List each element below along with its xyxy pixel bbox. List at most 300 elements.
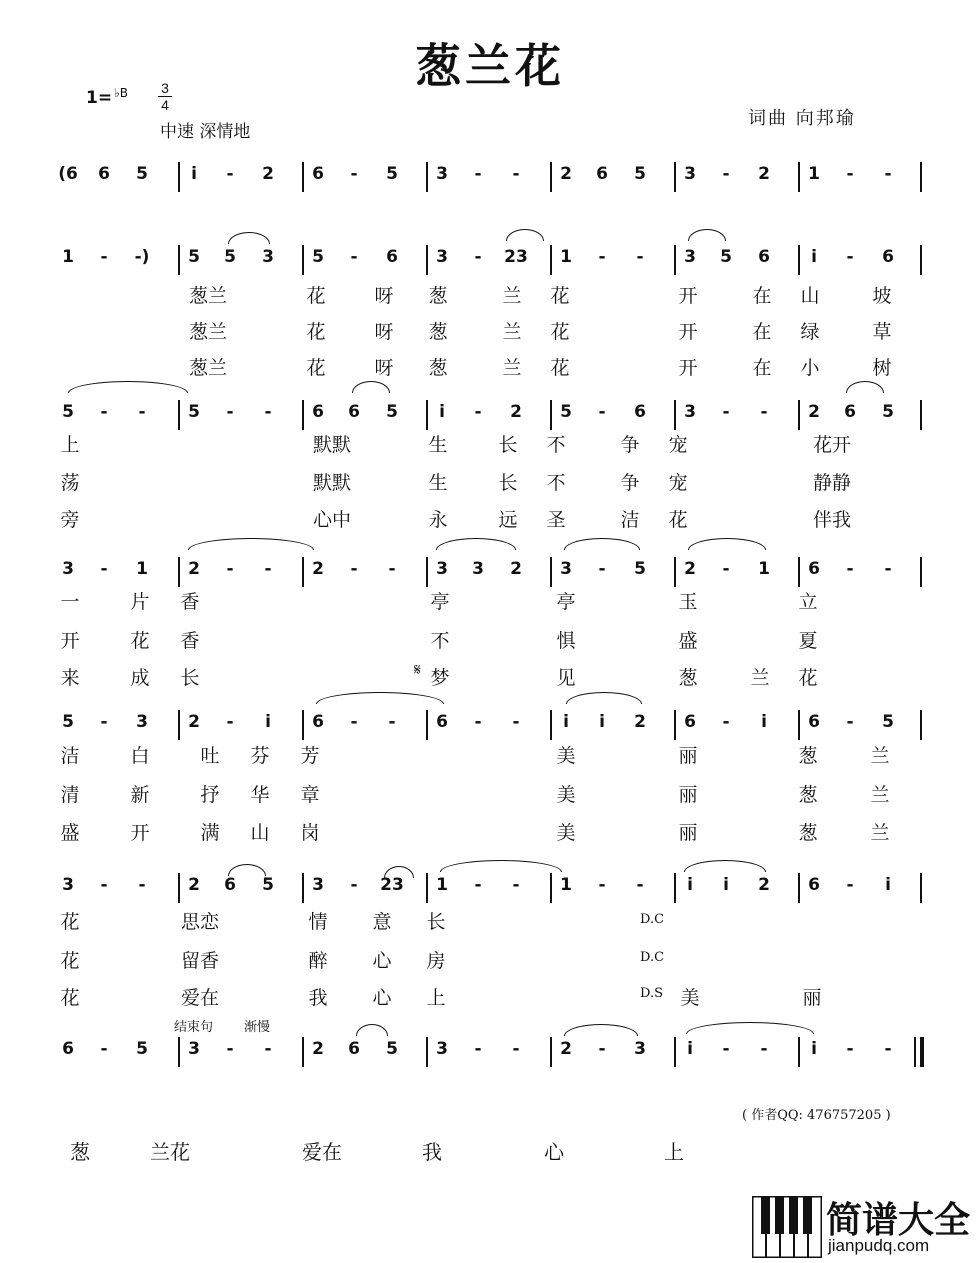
note: 5 — [136, 164, 148, 184]
lyric-syllable: 绿 — [800, 321, 820, 343]
note: 5 — [62, 712, 74, 732]
note: 6 — [684, 712, 696, 732]
lyric-syllable: 草 — [872, 321, 892, 343]
bar-line — [302, 400, 304, 430]
lyric-syllable: 呀 — [374, 285, 394, 307]
lyric-syllable: 花 — [798, 667, 818, 689]
lyric-syllable: 爱在 — [180, 987, 220, 1009]
lyric-syllable: 生 — [428, 472, 448, 494]
note: i — [563, 712, 569, 732]
bar-line — [798, 1037, 800, 1067]
lyric-syllable: 兰 — [870, 822, 890, 844]
bar-line — [920, 400, 922, 430]
bar-line — [302, 710, 304, 740]
lyric-syllable: 长 — [180, 667, 200, 689]
note: 3 — [472, 559, 484, 579]
note: 2 — [510, 559, 522, 579]
lyric-syllable: 立 — [798, 591, 818, 613]
note: 3 — [62, 875, 74, 895]
slur — [506, 229, 544, 241]
bar-line — [178, 710, 180, 740]
bar-line — [426, 873, 428, 903]
note: 3 — [136, 712, 148, 732]
note: 3 — [684, 402, 696, 422]
bar-line — [674, 400, 676, 430]
note: 6 — [808, 875, 820, 895]
lyric-syllable: 花 — [306, 357, 326, 379]
note: - — [100, 402, 108, 422]
lyric-syllable: 兰 — [502, 321, 522, 343]
bar-line — [426, 162, 428, 192]
bar-line — [178, 1037, 180, 1067]
note: 3 — [312, 875, 324, 895]
final-bar-line — [914, 1037, 916, 1067]
note: - — [388, 559, 396, 579]
lyric-syllable: 呀 — [374, 357, 394, 379]
lyric-syllable: 花 — [668, 509, 688, 531]
slur — [228, 232, 270, 244]
ending-text: 结束句 — [174, 1020, 214, 1035]
lyric-syllable: 在 — [752, 321, 772, 343]
slur — [68, 381, 188, 393]
lyric-syllable: 在 — [752, 357, 772, 379]
lyric-syllable: 默默 — [312, 434, 352, 456]
note: - — [474, 164, 482, 184]
note: - — [350, 712, 358, 732]
tempo-marking: 中速 深情地 — [160, 122, 251, 142]
bar-line — [920, 557, 922, 587]
lyric-syllable: 生 — [428, 434, 448, 456]
note: i — [811, 247, 817, 267]
lyric-syllable: 开 — [678, 285, 698, 307]
lyric-syllable: 岗 — [300, 822, 320, 844]
bar-line — [920, 1037, 924, 1067]
time-signature — [158, 80, 172, 113]
slur — [384, 866, 414, 878]
lyric-syllable: 上 — [60, 434, 80, 456]
bar-line — [550, 162, 552, 192]
note: - — [226, 1039, 234, 1059]
lyric-syllable: 在 — [752, 285, 772, 307]
lyric-syllable: 片 — [130, 591, 150, 613]
note: 6 — [312, 164, 324, 184]
note: 5 — [386, 402, 398, 422]
bar-line — [302, 162, 304, 192]
lyric-syllable: 洁 — [60, 745, 80, 767]
bar-line — [798, 710, 800, 740]
note: - — [350, 875, 358, 895]
song-title: 葱兰花 — [415, 39, 565, 93]
bar-line — [798, 400, 800, 430]
lyric-syllable: 心 — [372, 950, 392, 972]
note: - — [138, 875, 146, 895]
bar-line — [302, 245, 304, 275]
lyric-syllable: 坡 — [872, 285, 892, 307]
lyric-syllable: 花 — [550, 285, 570, 307]
slur — [436, 538, 516, 550]
note: - — [884, 559, 892, 579]
note: i — [687, 875, 693, 895]
lyric-syllable: 吐 — [200, 745, 220, 767]
lyric-syllable: 夏 — [798, 630, 818, 652]
lyric-syllable: 成 — [130, 667, 150, 689]
lyric-syllable: 香 — [180, 630, 200, 652]
bar-line — [920, 162, 922, 192]
lyric-syllable: 兰 — [870, 784, 890, 806]
note: i — [191, 164, 197, 184]
lyric-syllable: 美 — [556, 745, 576, 767]
lyric-syllable: 章 — [300, 784, 320, 806]
bar-line — [920, 873, 922, 903]
slur — [564, 538, 640, 550]
note: - — [226, 712, 234, 732]
note: 3 — [684, 247, 696, 267]
note: i — [811, 1039, 817, 1059]
slur — [356, 1024, 388, 1036]
bar-line — [178, 400, 180, 430]
note: 6 — [348, 1039, 360, 1059]
lyric-syllable: 心中 — [312, 509, 352, 531]
note: - — [598, 559, 606, 579]
dc-mark-1: D.C — [640, 912, 665, 927]
slur — [228, 864, 266, 876]
slur — [846, 381, 884, 393]
note: - — [846, 559, 854, 579]
note: 2 — [758, 875, 770, 895]
note: 5 — [386, 164, 398, 184]
lyric-syllable: 花 — [60, 950, 80, 972]
lyric-syllable: 亭 — [556, 591, 576, 613]
bar-line — [920, 710, 922, 740]
slur — [316, 692, 444, 704]
slur — [352, 381, 390, 393]
note: 5 — [224, 247, 236, 267]
note: - — [350, 247, 358, 267]
note: 3 — [188, 1039, 200, 1059]
note: 5 — [634, 164, 646, 184]
lyric-syllable: 兰 — [502, 285, 522, 307]
note: 2 — [312, 559, 324, 579]
bar-line — [302, 873, 304, 903]
bar-line — [550, 1037, 552, 1067]
bar-line — [550, 710, 552, 740]
note: - — [350, 164, 358, 184]
note: 6 — [386, 247, 398, 267]
note: - — [100, 1039, 108, 1059]
note: 3 — [684, 164, 696, 184]
lyric-syllable: 山 — [250, 822, 270, 844]
note: - — [636, 247, 644, 267]
lyric-syllable: 不 — [430, 630, 450, 652]
note: - — [226, 164, 234, 184]
note: 5 — [386, 1039, 398, 1059]
bar-line — [426, 245, 428, 275]
lyric-syllable: 花 — [130, 630, 150, 652]
note: - — [226, 402, 234, 422]
lyric-syllable: 永 — [428, 509, 448, 531]
lyric-syllable: 抒 — [200, 784, 220, 806]
lyric-syllable: 醉 — [308, 950, 328, 972]
bar-line — [178, 873, 180, 903]
lyric-syllable: 洁 — [620, 509, 640, 531]
author-qq: ( 作者QQ: 476757205 ) — [742, 1108, 891, 1123]
note: - — [512, 712, 520, 732]
lyric-syllable: 情 — [308, 911, 328, 933]
note: - — [474, 1039, 482, 1059]
note: 6 — [844, 402, 856, 422]
slur — [684, 860, 766, 872]
lyric-syllable: 梦 — [430, 667, 450, 689]
note: 5 — [634, 559, 646, 579]
bar-line — [302, 1037, 304, 1067]
note: 2 — [510, 402, 522, 422]
slur — [564, 1024, 638, 1036]
bar-line — [426, 1037, 428, 1067]
note: - — [598, 875, 606, 895]
lyric-syllable: 房 — [426, 950, 446, 972]
lyric-syllable: 我 — [308, 987, 328, 1009]
note: 1 — [758, 559, 770, 579]
lyric-syllable: 葱 — [798, 745, 818, 767]
lyric-syllable: 远 — [498, 509, 518, 531]
lyric-syllable: 兰 — [870, 745, 890, 767]
note: 3 — [262, 247, 274, 267]
bar-line — [178, 162, 180, 192]
note: - — [264, 1039, 272, 1059]
lyric-syllable: 思恋 — [180, 911, 220, 933]
lyric-syllable: 香 — [180, 591, 200, 613]
note: 2 — [262, 164, 274, 184]
lyric-syllable: 山 — [800, 285, 820, 307]
ds-mark: D.S — [640, 986, 663, 1001]
lyric-syllable: 葱 — [428, 285, 448, 307]
lyric-syllable: 清 — [60, 784, 80, 806]
slur — [686, 1022, 814, 1034]
note: 6 — [758, 247, 770, 267]
bar-line — [798, 557, 800, 587]
bar-line — [550, 873, 552, 903]
lyric-syllable: 树 — [872, 357, 892, 379]
bar-line — [550, 245, 552, 275]
lyric-syllable: 一 — [60, 591, 80, 613]
dc-mark-2: D.C — [640, 950, 665, 965]
lyric-syllable: 葱兰 — [188, 285, 228, 307]
note: 2 — [634, 712, 646, 732]
note: 5 — [188, 402, 200, 422]
note: 5 — [136, 1039, 148, 1059]
note: 6 — [436, 712, 448, 732]
note: - — [760, 1039, 768, 1059]
bar-line — [674, 245, 676, 275]
lyric-syllable: 丽 — [678, 745, 698, 767]
note: 1 — [436, 875, 448, 895]
lyric-syllable: 荡 — [60, 472, 80, 494]
note: 5 — [560, 402, 572, 422]
lyric-syllable: 见 — [556, 667, 576, 689]
note: - — [350, 559, 358, 579]
note: - — [636, 875, 644, 895]
note: i — [439, 402, 445, 422]
note: - — [100, 559, 108, 579]
note: - — [722, 559, 730, 579]
lyric-syllable: 葱兰 — [188, 357, 228, 379]
bar-line — [674, 162, 676, 192]
bar-line — [674, 710, 676, 740]
lyric-syllable: 圣 — [546, 509, 566, 531]
note: 2 — [758, 164, 770, 184]
note: 1 — [62, 247, 74, 267]
note: 2 — [560, 164, 572, 184]
note: - — [474, 247, 482, 267]
lyric-syllable: 新 — [130, 784, 150, 806]
lyric-syllable: 兰 — [502, 357, 522, 379]
segno-sign: 𝄋 — [414, 660, 421, 679]
lyric-syllable: 宠 — [668, 434, 688, 456]
lyric-syllable: 丽 — [802, 987, 822, 1009]
bar-line — [674, 873, 676, 903]
note: - — [512, 164, 520, 184]
note: 6 — [634, 402, 646, 422]
note: 6 — [882, 247, 894, 267]
key-signature — [86, 86, 128, 108]
ritardando: 渐慢 — [244, 1020, 271, 1035]
note: - — [100, 712, 108, 732]
final-lyric-1: 葱 — [70, 1140, 90, 1164]
lyric-syllable: 花 — [306, 285, 326, 307]
note: 6 — [62, 1039, 74, 1059]
note: - — [884, 164, 892, 184]
bar-line — [798, 873, 800, 903]
note: 5 — [882, 712, 894, 732]
lyric-syllable: 葱 — [798, 822, 818, 844]
bar-line — [426, 557, 428, 587]
lyric-syllable: 呀 — [374, 321, 394, 343]
note: 3 — [436, 247, 448, 267]
note: 2 — [188, 875, 200, 895]
note: - — [100, 875, 108, 895]
lyric-syllable: 兰 — [750, 667, 770, 689]
note: 1 — [560, 247, 572, 267]
bar-line — [920, 245, 922, 275]
bar-line — [550, 557, 552, 587]
lyric-syllable: 玉 — [678, 591, 698, 613]
note: 6 — [312, 402, 324, 422]
note: (6 — [58, 164, 78, 184]
slur — [688, 538, 766, 550]
lyric-syllable: 开 — [60, 630, 80, 652]
note: - — [598, 402, 606, 422]
bar-line — [550, 400, 552, 430]
lyric-syllable: 上 — [426, 987, 446, 1009]
bar-line — [178, 557, 180, 587]
note: 3 — [634, 1039, 646, 1059]
lyric-syllable: 小 — [800, 357, 820, 379]
bar-line — [426, 710, 428, 740]
lyric-syllable: 芬 — [250, 745, 270, 767]
lyric-syllable: 长 — [498, 472, 518, 494]
note: 1 — [808, 164, 820, 184]
note: 6 — [348, 402, 360, 422]
note: 2 — [684, 559, 696, 579]
lyric-syllable: 盛 — [678, 630, 698, 652]
note: 6 — [98, 164, 110, 184]
note: - — [846, 247, 854, 267]
note: i — [761, 712, 767, 732]
note: - — [138, 402, 146, 422]
lyric-syllable: 葱兰 — [188, 321, 228, 343]
note: 5 — [188, 247, 200, 267]
piano-logo-icon — [752, 1196, 822, 1258]
lyric-syllable: 静静 — [812, 472, 852, 494]
note: 1 — [136, 559, 148, 579]
bar-line — [178, 245, 180, 275]
lyric-syllable: 美 — [556, 784, 576, 806]
note: - — [474, 402, 482, 422]
note: - — [474, 875, 482, 895]
lyric-syllable: 意 — [372, 911, 392, 933]
note: - — [598, 247, 606, 267]
note: 1 — [560, 875, 572, 895]
note: 6 — [224, 875, 236, 895]
lyric-syllable: 白 — [130, 745, 150, 767]
note: 5 — [882, 402, 894, 422]
note: 5 — [62, 402, 74, 422]
lyric-syllable: 盛 — [60, 822, 80, 844]
note: 3 — [436, 1039, 448, 1059]
site-logo-name: 简谱大全 — [826, 1200, 971, 1241]
lyric-syllable: 丽 — [678, 822, 698, 844]
note: 5 — [262, 875, 274, 895]
note: 23 — [380, 875, 404, 895]
note: - — [388, 712, 396, 732]
lyric-syllable: 旁 — [60, 509, 80, 531]
note: 6 — [808, 712, 820, 732]
lyric-syllable: 伴我 — [812, 509, 852, 531]
bar-line — [798, 162, 800, 192]
note: - — [846, 875, 854, 895]
final-lyric-3: 爱在 — [302, 1140, 342, 1164]
lyric-syllable: 花 — [60, 987, 80, 1009]
lyric-syllable: 默默 — [312, 472, 352, 494]
lyric-syllable: 花 — [60, 911, 80, 933]
note: - — [722, 402, 730, 422]
lyric-syllable: 葱 — [678, 667, 698, 689]
note: - — [474, 712, 482, 732]
note: 3 — [560, 559, 572, 579]
note: -) — [134, 247, 150, 267]
lyric-syllable: 不 — [546, 434, 566, 456]
lyric-syllable: 美 — [556, 822, 576, 844]
bar-line — [302, 557, 304, 587]
lyric-syllable: 亭 — [430, 591, 450, 613]
note: 23 — [504, 247, 528, 267]
note: 3 — [436, 559, 448, 579]
final-lyric-5: 心 — [544, 1140, 564, 1164]
lyric-syllable: 长 — [498, 434, 518, 456]
note: i — [723, 875, 729, 895]
lyric-syllable: 心 — [372, 987, 392, 1009]
note: - — [512, 875, 520, 895]
bar-line — [674, 557, 676, 587]
lyric-syllable: 开 — [678, 321, 698, 343]
note: i — [885, 875, 891, 895]
lyric-syllable: 华 — [250, 784, 270, 806]
lyric-syllable: 不 — [546, 472, 566, 494]
lyric-syllable: 惧 — [556, 630, 576, 652]
lyric-syllable: 宠 — [668, 472, 688, 494]
note: - — [846, 1039, 854, 1059]
note: - — [100, 247, 108, 267]
